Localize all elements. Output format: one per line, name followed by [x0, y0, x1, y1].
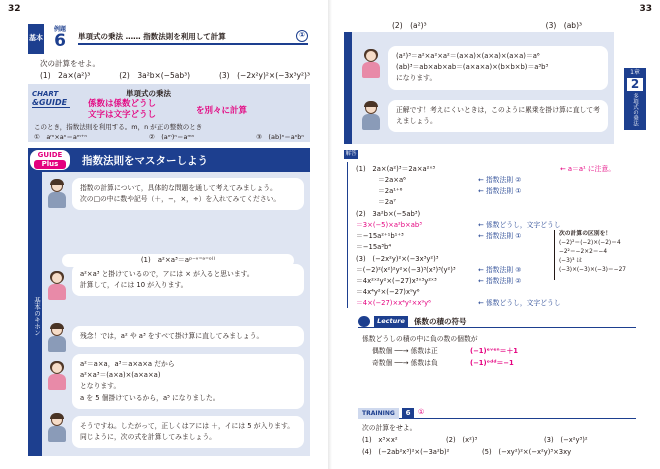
left-page-number: 32 [8, 4, 21, 14]
bubble-teacher-2 [72, 326, 304, 347]
law-1: ① aᵐ×aⁿ＝aᵐ⁺ⁿ [34, 133, 87, 141]
bubble-6-line-3: になります。 [396, 74, 437, 83]
example-problem-3: (3) (−2x²y)²×(−3x³y²)³ [218, 71, 310, 80]
bubble-5-line-2: 同じように，次の式を計算してみましょう。 [80, 433, 216, 442]
example-number-value: 6 [54, 31, 66, 51]
sol3-note-3: ← 係数どうし，文字どうし [478, 299, 561, 307]
teacher-avatar [46, 414, 68, 444]
sign-note-title: 次の計算の区別を！ [559, 231, 612, 237]
bubble-6-line-1: (a²)³＝a²×a²×a²＝(a×a)×(a×a)×(a×a)＝a⁶ [396, 52, 540, 60]
teacher-avatar [360, 102, 382, 132]
question-3: (3) (ab)³ [545, 21, 582, 30]
lecture-odd-result: (−1)ᵒᵈᵈ＝−1 [470, 359, 514, 367]
law-3: ③ (ab)ⁿ＝aⁿbⁿ [256, 133, 304, 141]
chart-label: CHART [32, 90, 59, 98]
student-avatar [360, 50, 382, 80]
training-difficulty-icon: ① [418, 408, 425, 416]
training-problem-5: (5) (−xy²)²×(−x²y)³×3xy [482, 448, 572, 456]
training-instruction: 次の計算をせよ。 [362, 424, 417, 432]
bubble-student-1 [72, 264, 304, 296]
sol2-line-1: (2) 3a²b×(−5ab³) [356, 210, 421, 218]
sol1-line-1: (1) 2a×(a²)³＝2a×a²ˣ³ [356, 165, 436, 173]
continued-questions [392, 20, 582, 31]
chart-guide-badge [32, 90, 70, 118]
training-problem-2: (2) (x²)³ [446, 436, 478, 444]
training-header [358, 408, 636, 419]
bubble-4-line-1: a²＝a×a，a³＝a×a×a だから [80, 360, 175, 368]
sol3-note-1: ← 指数法則 ③ [478, 266, 522, 274]
lecture-even: 偶数個 ──→ 係数は正 [372, 347, 438, 355]
rule-right: を別々に計算 [196, 106, 248, 116]
law-2: ② (aᵐ)ⁿ＝aᵐⁿ [148, 133, 195, 141]
sol2-note-2: ← 指数法則 ① [478, 232, 522, 240]
sol3-line-4: ＝4x⁴y²×(−27)x⁹y⁶ [356, 288, 420, 296]
guide-plus-badge-top: GUIDE [37, 151, 63, 159]
chapter-tab-top: 1章 [630, 69, 640, 76]
guide-plus-title: 指数法則をマスターしよう [82, 155, 208, 167]
guide-plus-side-label: 基本のキホン [28, 172, 42, 456]
bubble-4-line-3: となります。 [80, 382, 121, 391]
rule-line-2: 文字は文字どうし [88, 110, 157, 121]
difficulty-icon: ① [296, 30, 308, 42]
sign-note-line-1: (−2)²＝(−2)×(−2)＝4 [559, 239, 621, 246]
example-header [28, 24, 308, 54]
bubble-teacher-3 [72, 416, 304, 448]
bubble-teacher-1 [72, 178, 304, 210]
formula-blank-bar: (1) a²×a³＝aᵖ⁻ᵛ⁼ᵃ⁼ᵒ⁽⁾ [62, 254, 294, 267]
page-gutter [328, 0, 332, 469]
guide-plus-header [28, 148, 310, 172]
bubble-teacher-4 [388, 100, 608, 132]
training-problem-3: (3) (−x²y³)² [544, 436, 588, 444]
guide-plus-badge [30, 150, 70, 170]
guide-label: &GUIDE [32, 98, 70, 108]
bubble-1-line-1: 指数の計算について，具体的な問題を通して考えてみましょう。 [80, 184, 277, 192]
bubble-5-line-1: そうですね。したがって，正しくはアには ＋，イには 5 が入ります。 [80, 422, 295, 430]
bubble-7-text: 正解です！考えにくいときは，このように累乗を掛け算に直して考えましょう。 [396, 106, 600, 126]
teacher-avatar [46, 180, 68, 210]
sol2-note-1: ← 係数どうし，文字どうし [478, 221, 561, 229]
example-label: 例題 [53, 26, 66, 33]
example-title-text: 単項式の乗法 …… 指数法則を利用して計算 [78, 32, 226, 41]
guide-plus-box [28, 148, 310, 456]
lecture-even-result: (−1)ᵉᵛᵉⁿ＝＋1 [470, 347, 518, 355]
training-problem-4: (4) (−2ab²x³)²×(−3a²b)² [362, 448, 450, 456]
sign-note-line-4: (−3)×(−3)×(−3)＝−27 [559, 266, 626, 273]
guide-plus-badge-bottom: Plus [34, 160, 66, 169]
example-problems [40, 70, 310, 81]
bubble-3-text: 残念！では，a² や a³ をすべて掛け算に直してみましょう。 [80, 332, 264, 340]
example-title [78, 31, 308, 45]
lecture-title: 係数の積の符号 [414, 317, 467, 326]
example-instruction: 次の計算をせよ。 [40, 59, 100, 68]
right-side-strip [344, 32, 352, 144]
training-number: 6 [402, 408, 414, 419]
chapter-tab [624, 68, 646, 130]
bubble-4-line-2: a²×a³＝(a×a)×(a×a×a) [80, 371, 161, 380]
exponent-laws [34, 132, 304, 141]
example-number [46, 24, 74, 54]
sol2-line-3: ＝−15a²⁺¹b¹⁺³ [356, 232, 404, 240]
lecture-odd: 奇数個 ──→ 係数は負 [372, 359, 438, 367]
example-problem-1: (1) 2a×(a²)³ [40, 71, 91, 80]
solution-rule [347, 162, 348, 308]
sol3-line-5: ＝4×(−27)×x⁴y²×x⁹y⁶ [356, 299, 431, 307]
sign-note-box [554, 230, 636, 280]
sol1-line-3: ＝2a¹⁺⁶ [378, 187, 403, 195]
kihon-badge: 基本 [28, 24, 44, 54]
training-label: TRAINING [358, 408, 399, 419]
lecture-line-1: 係数どうしの積の中に負の数の個数が [362, 335, 478, 343]
sol3-line-1: (3) (−2x²y)²×(−3x³y²)³ [356, 255, 439, 263]
training-problem-1: (1) x³×x² [362, 436, 398, 444]
bubble-2-line-2: 計算して，イには 10 が入ります。 [80, 281, 188, 290]
right-page-number: 33 [639, 4, 652, 14]
example-problem-2: (2) 3a²b×(−5ab³) [119, 71, 191, 80]
chapter-tab-number: 2 [627, 78, 643, 91]
bubble-student-2 [72, 354, 304, 409]
hand-icon [358, 316, 370, 327]
solution-label: 解答 [345, 151, 357, 157]
sol1-note-2: ← 指数法則 ① [478, 187, 522, 195]
sol1-side-note: ← a＝a¹ に注意。 [560, 165, 616, 173]
bubble-2-line-1: a²×a³ と掛けているので，アには × が入ると思います。 [80, 270, 254, 278]
bubble-4-line-4: a を 5 個掛けているから，a⁵ になりました。 [80, 393, 220, 402]
sol1-line-2: ＝2a×a⁶ [378, 176, 406, 184]
lecture-label: Lecture [374, 316, 408, 327]
sol3-line-2: ＝(−2)²(x²)²y²×(−3)³(x³)³(y²)³ [356, 266, 456, 274]
sign-note-line-3: (−3)³ は [559, 257, 583, 264]
rule-line-1: 係数は係数どうし [88, 99, 157, 109]
sol1-line-4: ＝2a⁷ [378, 198, 397, 206]
chart-guide-box [28, 84, 310, 142]
sol3-line-3: ＝4x²ˣ²y²×(−27)x³ˣ³y²ˣ³ [356, 277, 437, 285]
sol2-line-2: ＝3×(−5)×a²b×ab³ [356, 221, 422, 229]
question-2: (2) (a²)³ [392, 21, 427, 30]
student-avatar [46, 272, 68, 302]
sign-note-line-2: −2²＝−2×2＝−4 [559, 248, 608, 255]
chart-guide-heading: 単項式の乗法 [126, 89, 171, 98]
sol3-note-2: ← 指数法則 ② [478, 277, 522, 285]
sol1-note-1: ← 指数法則 ② [478, 176, 522, 184]
teacher-avatar [46, 324, 68, 354]
sol2-line-4: ＝−15a³b⁴ [356, 243, 392, 251]
law-intro: このとき，指数法則を利用する。m，n が正の整数のとき [34, 123, 203, 131]
bubble-1-line-2: 次の□の中に数や記号（＋，−，×，÷）を入れてみてください。 [80, 195, 281, 204]
student-avatar [46, 362, 68, 392]
chart-guide-rule [88, 99, 156, 122]
lecture-header [358, 315, 636, 328]
bubble-6-line-2: (ab)³＝ab×ab×ab＝(a×a×a)×(b×b×b)＝a³b³ [396, 63, 549, 72]
bubble-student-3 [388, 46, 608, 90]
chapter-tab-label: 多項式の乗法 [632, 93, 638, 126]
right-dialog-box [352, 32, 614, 144]
